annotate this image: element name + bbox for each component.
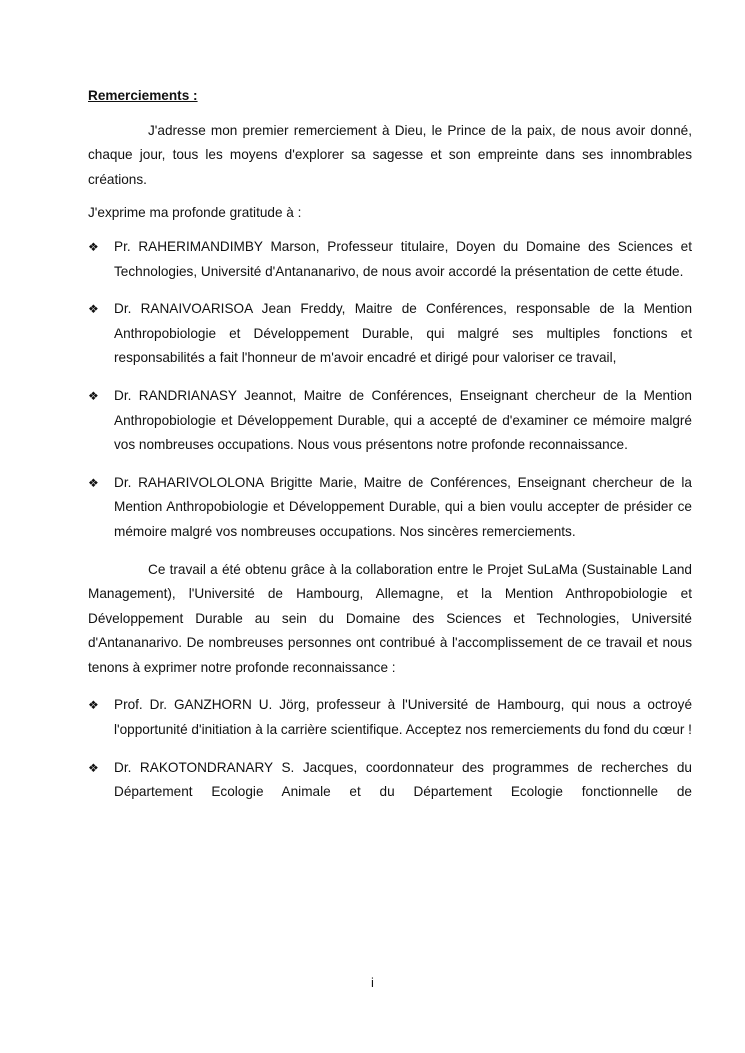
- gratitude-lead: J'exprime ma profonde gratitude à :: [88, 205, 302, 221]
- list-item: [88, 756, 692, 805]
- diamond-bullet-icon: ❖: [88, 698, 99, 713]
- diamond-bullet-icon: ❖: [88, 388, 99, 403]
- list-item: [88, 235, 692, 284]
- list-item-text: Dr. RANDRIANASY Jeannot, Maitre de Conférences, Enseignant chercheur de la Mention Anthropobiologie et Développement Durable, qui a accepté de d'examiner ce mémoire malgré vos nombreuses occupations. Nous vous présentons notre profonde reconnaissance.: [114, 387, 692, 453]
- list-item: [88, 297, 692, 371]
- acknowledgement-list-1: [88, 235, 692, 545]
- list-item: [88, 693, 692, 742]
- document-page: [88, 84, 692, 818]
- list-item: [88, 384, 692, 458]
- list-item-text: Pr. RAHERIMANDIMBY Marson, Professeur titulaire, Doyen du Domaine des Sciences et Technologies, Université d'Antananarivo, de nous avoir accordé la présentation de cette étude.: [114, 238, 692, 279]
- acknowledgement-list-2: [88, 693, 692, 804]
- diamond-bullet-icon: ❖: [88, 760, 99, 775]
- diamond-bullet-icon: ❖: [88, 475, 99, 490]
- list-item-text: Dr. RANAIVOARISOA Jean Freddy, Maitre de Conférences, responsable de la Mention Anthropobiologie et Développement Durable, qui malgré ses multiples fonctions et responsabilités a fait l'honneur de m'avoir encadré et dirigé pour valoriser ce travail,: [114, 301, 692, 366]
- list-item: [88, 471, 692, 545]
- page-number: i: [371, 975, 374, 990]
- collaboration-paragraph: Ce travail a été obtenu grâce à la collaboration entre le Projet SuLaMa (Sustainable Land Management), l'Université de Hambourg, Allemagne, et la Mention Anthropobiologie et Développement Durable au sein du Domaine des Sciences et Technologies, Université d'Antananarivo. De nombreuses personnes ont contribué à l'accomplissement de ce travail et nous tenons à exprimer notre profonde reconnaissance :: [88, 561, 692, 675]
- list-item-text: Dr. RAHARIVOLOLONA Brigitte Marie, Maitre de Conférences, Enseignant chercheur de la Mention Anthropobiologie et Développement Durable, qui a bien voulu accepter de présider ce mémoire malgré vos nombreuses occupations. Nos sincères remerciements.: [114, 474, 692, 539]
- diamond-bullet-icon: ❖: [88, 239, 99, 254]
- intro-paragraph: J'adresse mon premier remerciement à Dieu, le Prince de la paix, de nous avoir donné, chaque jour, tous les moyens d'explorer sa sagesse et son empreinte dans ses innombrables créations.: [88, 122, 692, 187]
- list-item-text: Dr. RAKOTONDRANARY S. Jacques, coordonnateur des programmes de recherches du Département Ecologie Animale et du Département Ecologie fonctionnelle de: [114, 759, 692, 800]
- list-item-text: Prof. Dr. GANZHORN U. Jörg, professeur à l'Université de Hambourg, qui nous a octroyé l'opportunité d'initiation à la carrière scientifique. Acceptez nos remerciements du fond du cœur !: [114, 697, 692, 738]
- diamond-bullet-icon: ❖: [88, 302, 99, 317]
- section-title: Remerciements :: [88, 88, 198, 103]
